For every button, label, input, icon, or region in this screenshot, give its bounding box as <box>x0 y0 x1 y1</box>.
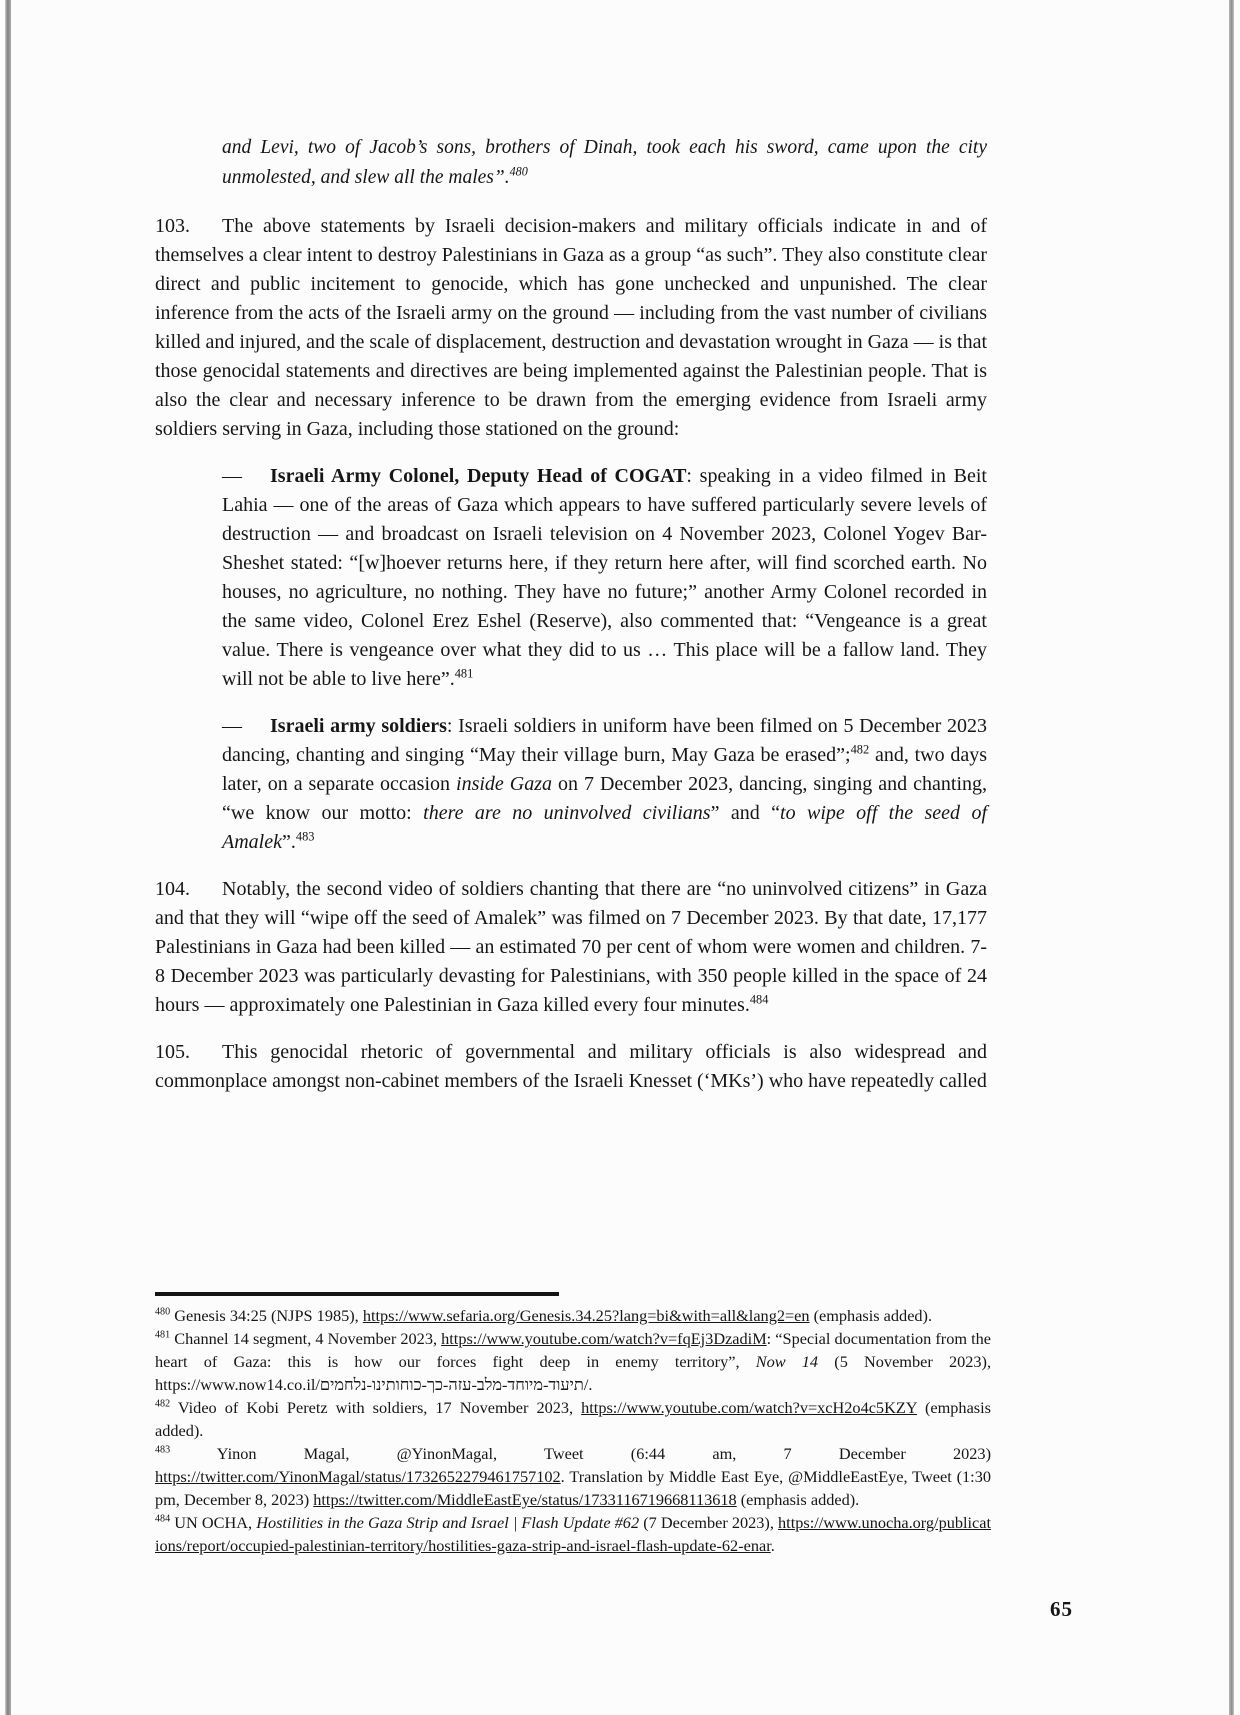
bullet-dash: — <box>222 465 242 487</box>
footnote-481: $^{481}$ Channel 14 segment, 4 November 2023, https://www.youtube.com/watch?v=fqEj3DzadiM: “Special documentation from the heart of Gaza: this is how our forces fight deep in enemy territory”, Now 14 (5 November 2023), https://www.now14.co.il/תיעוד-מיוחד-מלב-עזה-כך-כוחותינו-נלחמים/. <box>155 1329 992 1394</box>
paragraph-text: This genocidal rhetoric of governmental and military officials is also widespread and commonplace amongst non-cabinet members of the Israeli Knesset (‘MKs’) who have repeatedly called <box>155 1041 987 1092</box>
scan-edge-left <box>5 0 11 1715</box>
quote-text: and Levi, two of Jacob’s sons, brothers of Dinah, took each his sword, came upon the city unmolested, and slew all the males”.$^{480}$ <box>222 137 987 188</box>
paragraph-104 <box>155 875 987 1020</box>
paragraph-103 <box>155 212 987 444</box>
bullet-text: Israeli Army Colonel, Deputy Head of COGAT: speaking in a video filmed in Beit Lahia — one of the areas of Gaza which appears to have suffered particularly severe levels of destruction — and broadcast on Israeli television on 4 November 2023, Colonel Yogev Bar-Sheshet stated: “[w]hoever returns here, if they return here after, will find scorched earth. No houses, no agriculture, no nothing. They have no future;” another Army Colonel recorded in the same video, Colonel Erez Eshel (Reserve), also commented that: “Vengeance is a great value. There is vengeance over what they did to us … This place will be a fallow land. They will not be able to live here”.$^{481}$ <box>222 465 987 690</box>
bullet-text: Israeli army soldiers: Israeli soldiers in uniform have been filmed on 5 December 2023 dancing, chanting and singing “May their village burn, May Gaza be erased”;$^{482}$ and, two days later, on a separate occasion inside Gaza on 7 December 2023, dancing, singing and chanting, “we know our motto: there are no uninvolved civilians” and “to wipe off the seed of Amalek”.$^{483}$ <box>222 715 988 853</box>
footnote-link[interactable]: https://twitter.com/MiddleEastEye/status/1733116719668113618 <box>313 1490 737 1509</box>
footnote-484: $^{484}$ UN OCHA, Hostilities in the Gaza Strip and Israel | Flash Update #62 (7 December 2023), https://www.unocha.org/publications/report/occupied-palestinian-territory/hostilities-gaza-strip-and-israel-flash-update-62-enar. <box>155 1513 992 1555</box>
scan-edge-right <box>1229 0 1234 1715</box>
footnote-link[interactable]: https://www.youtube.com/watch?v=fqEj3DzadiM <box>441 1329 767 1348</box>
footnote-divider <box>155 1292 559 1296</box>
paragraph-number: 105. <box>155 1041 190 1063</box>
document-body <box>155 133 987 1114</box>
footnote-link[interactable]: https://www.youtube.com/watch?v=xcH2o4c5KZY <box>581 1398 917 1417</box>
footnote-480: $^{480}$ Genesis 34:25 (NJPS 1985), https://www.sefaria.org/Genesis.34.25?lang=bi&with=all&lang2=en (emphasis added). <box>155 1306 933 1325</box>
footnote-link[interactable]: https://www.unocha.org/publications/report/occupied-palestinian-territory/hostilities-gaza-strip-and-israel-flash-update-62-enar <box>155 1513 992 1555</box>
paragraph-number: 104. <box>155 878 190 900</box>
footnote-483: $^{483}$ Yinon Magal, @YinonMagal, Tweet (6:44 am, 7 December 2023) https://twitter.com/YinonMagal/status/1732652279461757102. Translation by Middle East Eye, @MiddleEastEye, Tweet (1:30 pm, December 8, 2023) https://twitter.com/MiddleEastEye/status/1733116719668113618 (emphasis added). <box>155 1444 991 1509</box>
footnote-482: $^{482}$ Video of Kobi Peretz with soldiers, 17 November 2023, https://www.youtube.com/watch?v=xcH2o4c5KZY (emphasis added). <box>155 1398 991 1440</box>
paragraph-text: Notably, the second video of soldiers chanting that there are “no uninvolved citizens” in Gaza and that they will “wipe off the seed of Amalek” was filmed on 7 December 2023. By that date, 17,177 Palestinians in Gaza had been killed — an estimated 70 per cent of whom were women and children. 7-8 December 2023 was particularly devasting for Palestinians, with 350 people killed in the space of 24 hours — approximately one Palestinian in Gaza killed every four minutes.$^{484}$ <box>155 878 987 1016</box>
bullet-dash: — <box>222 715 242 737</box>
page-number: 65 <box>1050 1597 1073 1621</box>
paragraph-number: 103. <box>155 215 190 237</box>
bullet-item-army-soldiers <box>222 712 987 857</box>
paragraph-text: The above statements by Israeli decision-makers and military officials indicate in and of themselves a clear intent to destroy Palestinians in Gaza as a group “as such”. They also constitute clear direct and public incitement to genocide, which has gone unchecked and unpunished. The clear inference from the acts of the Israeli army on the ground — including from the vast number of civilians killed and injured, and the scale of displacement, destruction and devastation wrought in Gaza — is that those genocidal statements and directives are being implemented against the Palestinian people. That is also the clear and necessary inference to be drawn from the emerging evidence from Israeli army soldiers serving in Gaza, including those stationed on the ground: <box>155 215 987 440</box>
footnote-link[interactable]: https://www.sefaria.org/Genesis.34.25?lang=bi&with=all&lang2=en <box>362 1306 810 1325</box>
footnote-link[interactable]: https://twitter.com/YinonMagal/status/1732652279461757102 <box>155 1467 561 1486</box>
paragraph-105 <box>155 1038 987 1096</box>
footnotes-section <box>155 1292 991 1557</box>
bullet-item-cogat-colonel <box>222 462 987 694</box>
quoted-scripture-text <box>222 133 987 193</box>
